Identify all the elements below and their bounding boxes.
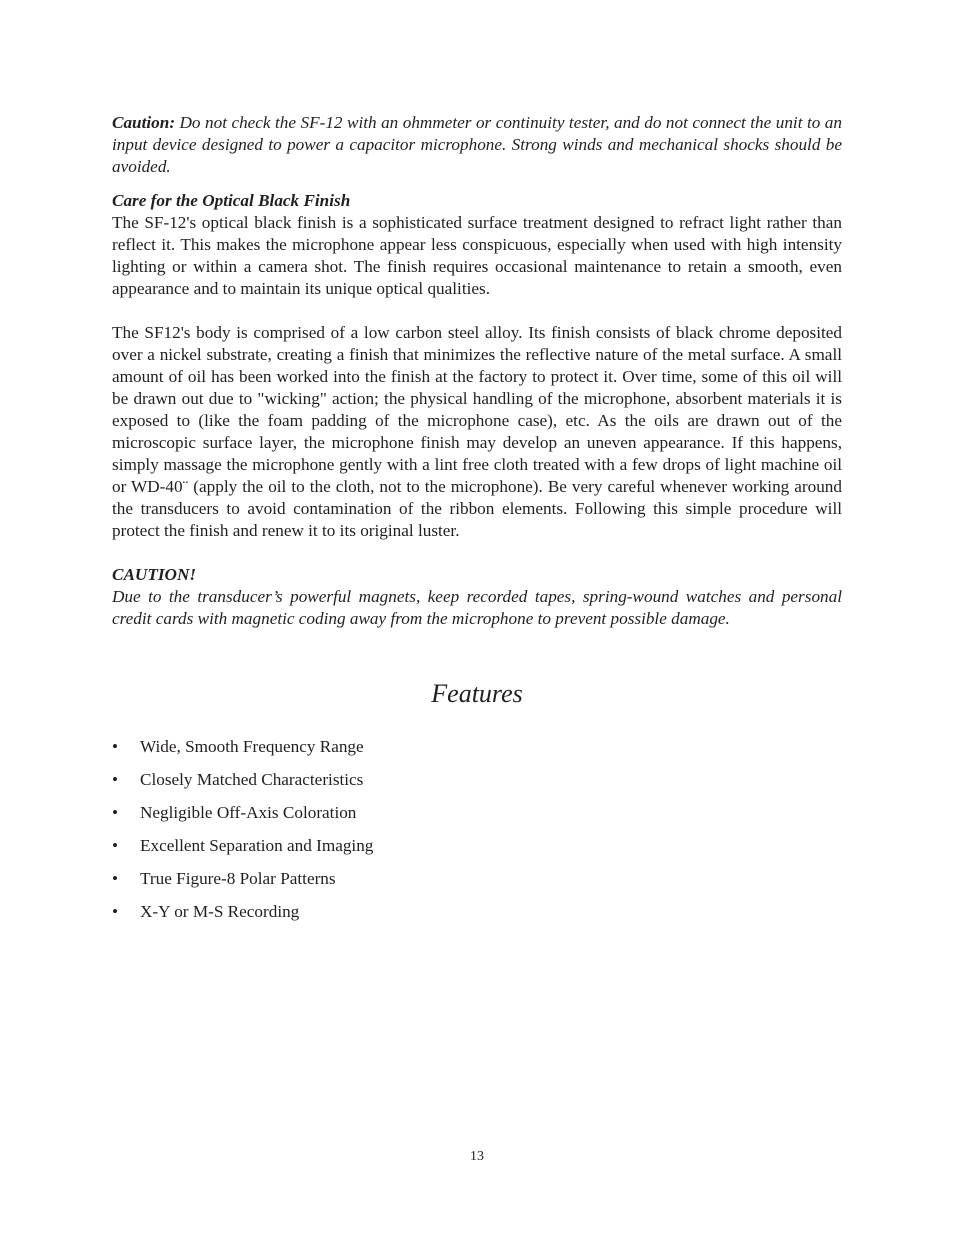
list-item (112, 802, 842, 824)
feature-text: True Figure-8 Polar Patterns (140, 869, 336, 888)
caution-intro-paragraph (112, 112, 842, 178)
document-page (112, 112, 842, 934)
feature-text: X-Y or M-S Recording (140, 902, 300, 921)
list-item (112, 736, 842, 758)
caution-label: Caution: (112, 113, 176, 132)
list-item (112, 868, 842, 890)
feature-text: Closely Matched Characteristics (140, 770, 364, 789)
care-paragraph-1: The SF-12's optical black finish is a sophisticated surface treatment designed to refract light rather than reflect it. This makes the microphone appear less conspicuous, especially when used with high intensity lighting or within a camera shot. The finish requires occasional maintenance to retain a smooth, even appearance and to maintain its unique optical qualities. (112, 213, 842, 298)
bullet-icon: • (112, 902, 119, 921)
page-number: 13 (470, 1149, 484, 1164)
features-title: Features (431, 679, 523, 708)
feature-text: Wide, Smooth Frequency Range (140, 737, 364, 756)
bullet-icon: • (112, 770, 119, 789)
caution-magnets-heading: CAUTION! (112, 565, 197, 584)
features-list (112, 736, 842, 923)
bullet-icon: • (112, 869, 119, 888)
bullet-icon: • (112, 737, 119, 756)
list-item (112, 901, 842, 923)
feature-text: Negligible Off-Axis Coloration (140, 803, 357, 822)
list-item (112, 835, 842, 857)
caution-magnets-text: Due to the transducer’s powerful magnets, keep recorded tapes, spring-wound watches and personal credit cards with magnetic coding away from the microphone to prevent possible damage. (112, 587, 842, 628)
care-heading: Care for the Optical Black Finish (112, 191, 351, 210)
feature-text: Excellent Separation and Imaging (140, 836, 374, 855)
list-item (112, 769, 842, 791)
bullet-icon: • (112, 803, 119, 822)
caution-intro-text: Do not check the SF-12 with an ohmmeter or continuity tester, and do not connect the unit to an input device designed to power a capacitor microphone. Strong winds and mechanical shocks should be avoided. (112, 113, 842, 176)
bullet-icon: • (112, 836, 119, 855)
care-paragraph-2: The SF12's body is comprised of a low carbon steel alloy. Its finish consists of black chrome deposited over a nickel substrate, creating a finish that minimizes the reflective nature of the metal surface. A small amount of oil has been worked into the finish at the factory to protect it. Over time, some of this oil will be drawn out due to "wicking" action; the physical handling of the microphone, absorbent materials it is exposed to (like the foam padding of the microphone case), etc. As the oils are drawn out of the microscopic surface layer, the microphone finish may develop an uneven appearance. If this happens, simply massage the microphone gently with a lint free cloth treated with a few drops of light machine oil or WD-40¨ (apply the oil to the cloth, not to the microphone). Be very careful whenever working around the transducers to avoid contamination of the ribbon elements. Following this simple procedure will protect the finish and renew it to its original luster. (112, 323, 842, 540)
